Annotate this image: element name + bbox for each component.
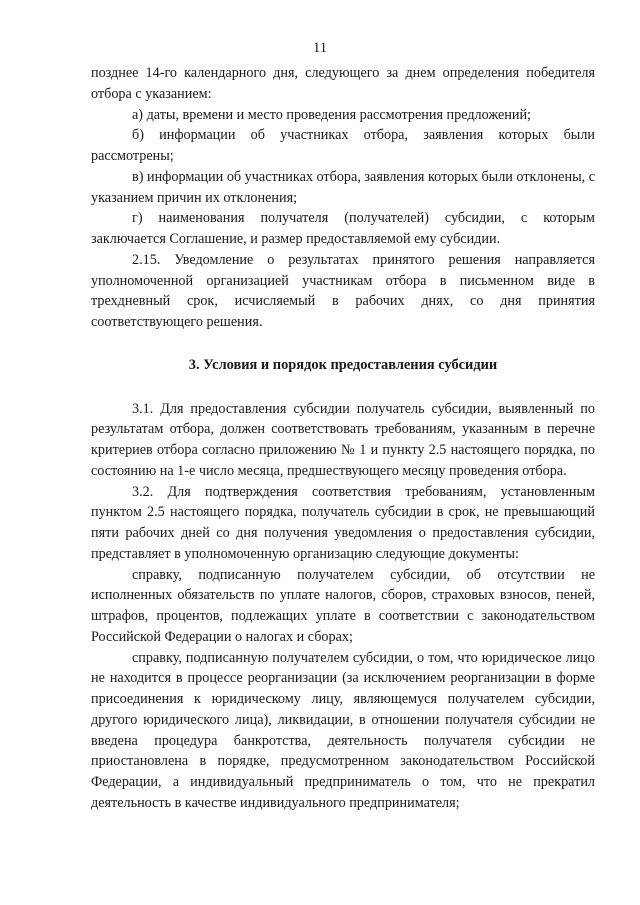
list-item-g: г) наименования получателя (получателей) субсидии, с которым заключается Соглашение, и размер предоставляемой ему субсидии. [91,210,595,247]
page-number: 11 [313,40,327,56]
paragraph-certificate-taxes: справку, подписанную получателем субсидии, об отсутствии не исполненных обязательств по уплате налогов, сборов, страховых взносов, пеней, штрафов, процентов, подлежащих уплате в соответствии с законодательством Российской Федерации о налогах и сборах; [91,566,595,645]
list-item-v: в) информации об участниках отбора, заявления которых были отклонены, с указанием причин их отклонения; [91,168,595,206]
list-item-b: б) информации об участниках отбора, заявления которых были рассмотрены; [91,127,595,164]
section-heading: 3. Условия и порядок предоставления субсидии [188,356,498,373]
paragraph-continuation: позднее 14-го календарного дня, следующего за днем определения победителя отбора с указанием: [91,65,595,102]
paragraph-2-15: 2.15. Уведомление о результатах принятого решения направляется уполномоченной организацией участникам отбора в письменном виде в трехдневный срок, исчисляемый в рабочих днях, со дня принятия соответствующего решения. [91,251,595,330]
paragraph-certificate-reorganization: справку, подписанную получателем субсидии, о том, что юридическое лицо не находится в процессе реорганизации (за исключением реорганизации в форме присоединения к юридическому лицу, являющемуся получателем субсидии, другого юридического лица), ликвидации, в отношении получателя субсидии не введена процедура банкротства, деятельность получателя субсидии не приостановлена в порядке, предусмотренном законодательством Российской Федерации, а индивидуальный предприниматель о том, что не прекратил деятельность в качестве индивидуального предпринимателя; [91,649,595,811]
list-item-a: а) даты, времени и место проведения рассмотрения предложений; [132,106,531,123]
document-body [91,63,595,814]
paragraph-3-1: 3.1. Для предоставления субсидии получатель субсидии, выявленный по результатам отбора, должен соответствовать требованиям, указанным в перечне критериев отбора согласно приложению № 1 и пункту 2.5 настоящего порядка, по состоянию на 1-е число месяца, предшествующего месяцу проведения отбора. [91,400,595,479]
paragraph-3-2: 3.2. Для подтверждения соответствия требованиям, установленным пунктом 2.5 настоящего порядка, получатель субсидии в срок, не превышающий пяти рабочих дней со дня получения уведомления о предоставления субсидии, представляет в уполномоченную организацию следующие документы: [91,483,595,562]
